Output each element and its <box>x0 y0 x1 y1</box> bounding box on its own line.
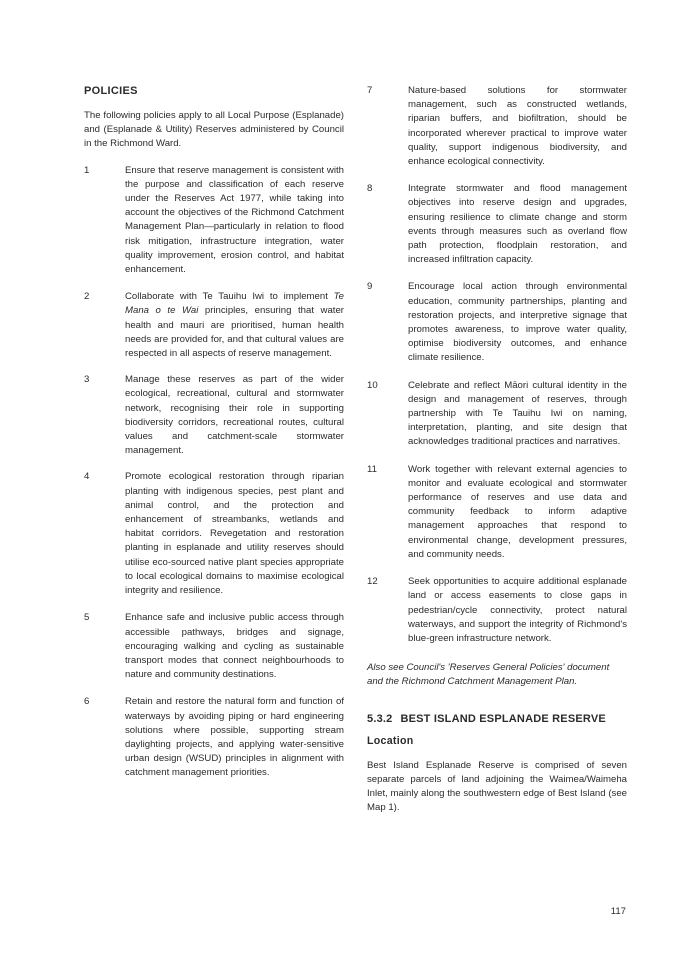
page-number: 117 <box>610 906 626 917</box>
see-also-note: Also see Council's 'Reserves General Policies' document and the Richmond Catchment Management Plan. <box>367 662 610 688</box>
policy-item-10 <box>367 379 627 450</box>
policy-item-9 <box>367 280 627 365</box>
policy-text: Nature-based solutions for stormwater management, such as constructed wetlands, riparian buffers, and biofiltration, should be incorporated wherever practical to improve water quality, support indigenous biodiversity, and enhance ecological connectivity. <box>408 85 627 168</box>
policy-item-8 <box>367 182 627 267</box>
policy-text: Promote ecological restoration through riparian planting with indigenous species, pest plant and animal control, and the protection and enhancement of streambanks, wetlands and habitat corridors. Revegetation and restoration planting in esplanade and utility reserves should utilise eco-sourced native plant species appropriate to local ecological domains to maximise ecological integrity and resilience. <box>125 471 344 597</box>
policy-text: Manage these reserves as part of the wider ecological, recreational, cultural and stormwater network, recognising their role in supporting biodiversity corridors, recreational routes, cultural values and catchment-scale stormwater management. <box>125 374 344 457</box>
policy-number: 8 <box>367 183 373 195</box>
section-number: 5.3.2 <box>367 712 393 725</box>
policy-text: Ensure that reserve management is consistent with the purpose and classification of each reserve under the Reserves Act 1977, while taking into account the objectives of the Richmond Catchment Management Plan—particularly in relation to flood risk mitigation, infrastructure integration, water quality improvement, erosion control, and habitat enhancement. <box>125 164 344 276</box>
policy-text: Retain and restore the natural form and function of waterways by avoiding piping or hard engineering solutions where possible, supporting stream daylighting projects, and applying water-sensitive urban design (WSUD) principles in alignment with catchment management priorities. <box>125 696 344 779</box>
policy-item-12 <box>367 575 627 646</box>
policy-number: 12 <box>367 576 378 588</box>
policy-number: 5 <box>84 612 90 624</box>
policy-number: 9 <box>367 281 373 293</box>
policy-number: 1 <box>84 164 90 176</box>
policy-item-7 <box>367 84 627 169</box>
policy-text: Collaborate with Te Tauihu Iwi to implement Te Mana o te Wai principles, ensuring that water health and mauri are prioritised, human health needs are provided for, and that cultural values are respected in all aspects of reserve management. <box>125 291 344 360</box>
policy-item-1 <box>84 164 344 278</box>
policy-item-11 <box>367 463 627 562</box>
left-column <box>84 84 344 781</box>
policy-number: 11 <box>367 463 377 475</box>
policy-text: Work together with relevant external agencies to monitor and evaluate ecological and stormwater performance of reserves and use data and community feedback to inform adaptive management approaches that respond to environmental change, development pressures, and community needs. <box>408 463 627 560</box>
section-title: BEST ISLAND ESPLANADE RESERVE <box>400 712 606 725</box>
policy-text: Enhance safe and inclusive public access through accessible pathways, bridges and signage, encouraging walking and cycling as sustainable transport modes that connect neighbourhoods to nature and community destinations. <box>125 612 344 681</box>
policy-text: Celebrate and reflect Māori cultural identity in the design and management of reserves, through partnership with Te Tauihu Iwi on naming, interpretation, planting, and site design that acknowledges traditional practices and narratives. <box>408 379 627 448</box>
policy-number: 2 <box>84 291 90 303</box>
policy-item-2 <box>84 290 344 361</box>
policy-text: Encourage local action through environmental education, community partnerships, planting and restoration projects, and interpretive signage that promotes awareness, to improve water quality, optimise biodiversity outcomes, and enhance climate resilience. <box>408 281 627 364</box>
te-mana-o-te-wai-term: Te Mana o te Wai <box>125 291 344 317</box>
policy-number: 10 <box>367 379 378 391</box>
policy-number: 3 <box>84 374 90 386</box>
policies-intro: The following policies apply to all Local Purpose (Esplanade) and (Esplanade & Utility) Reserves administered by Council in the Richmond Ward. <box>84 110 344 150</box>
policy-item-5 <box>84 611 344 682</box>
policy-number: 6 <box>84 696 90 708</box>
policies-heading: POLICIES <box>84 85 138 97</box>
policy-item-6 <box>84 695 344 780</box>
policy-item-3 <box>84 373 344 458</box>
policy-text: Integrate stormwater and flood management objectives into reserve design and upgrades, ensuring resilience to climate change and storm events through measures such as overland flow path protection, floodplain restoration, and increased infiltration capacity. <box>408 183 627 266</box>
section-heading <box>367 712 627 726</box>
policy-number: 4 <box>84 471 90 483</box>
policy-number: 7 <box>367 85 373 96</box>
right-column <box>367 84 627 815</box>
location-paragraph: Best Island Esplanade Reserve is comprised of seven separate parcels of land adjoining the Waimea/Waimeha Inlet, mainly along the southwestern edge of Best Island (see Map 1). <box>367 759 627 814</box>
policy-text: Seek opportunities to acquire additional esplanade land or access easements to close gaps in pedestrian/cycle connectivity, protect natural waterways, and support the integrity of Richmond's blue-green infrastructure network. <box>408 576 627 644</box>
location-subheading: Location <box>367 734 414 747</box>
policy-item-4 <box>84 470 344 598</box>
